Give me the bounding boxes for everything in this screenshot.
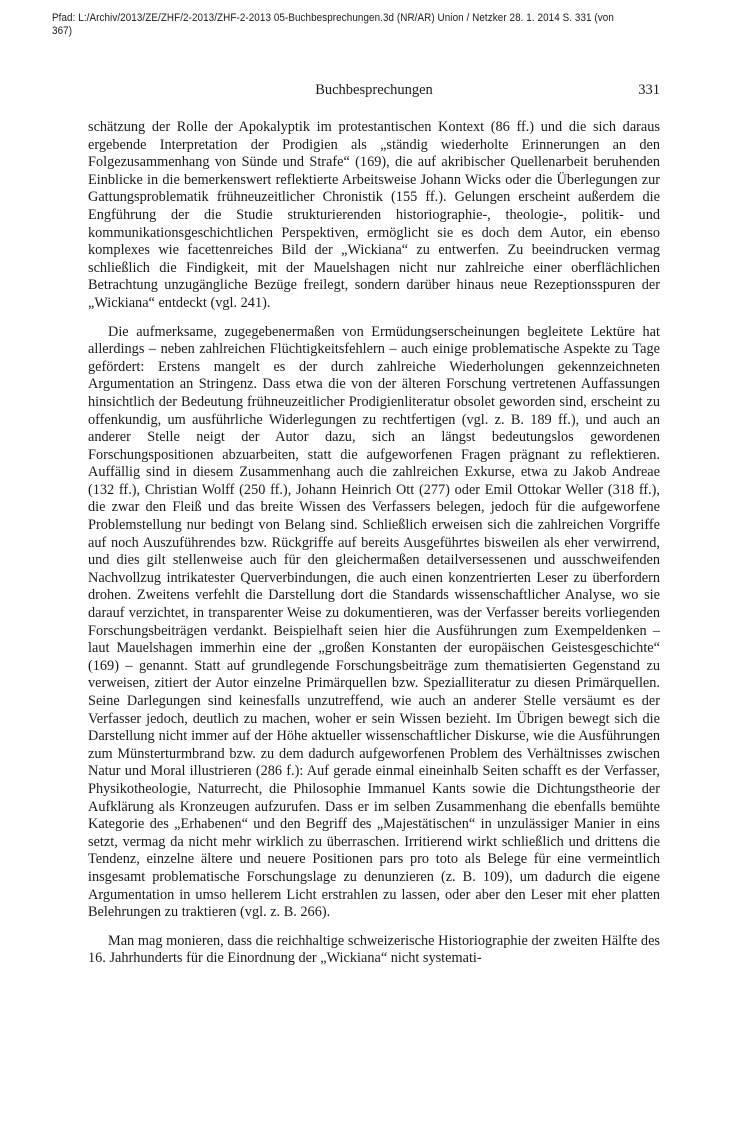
running-head [88,82,660,102]
body-text [88,119,660,968]
file-path-header: Pfad: L:/Archiv/2013/ZE/ZHF/2-2013/ZHF-2-2013 05-Buchbesprechungen.3d (NR/AR) Union / Netzker 28. 1. 2014 S. 331 (von 367) [52,12,614,37]
paragraph-1: schätzung der Rolle der Apokalyptik im protestantischen Kontext (86 ff.) und die sich daraus ergebende Interpretation der Prodigien als „ständig wiederholte Erinnerungen an den Folgezusammenhang von Sünde und Strafe“ (169), die auf akribischer Quellenarbeit beruhenden Einblicke in die bemerkenswert reflektierte Arbeitsweise Johann Wicks oder die Überlegungen zur Gattungsproblematik frühneuzeitlicher Chronistik (155 ff.). Gelungen erscheint außerdem die Engführung der die Studie strukturierenden historiographie-, theologie-, politik- und kommunikationsgeschichtlichen Perspektiven, ermöglicht sie es doch dem Autor, ein ebenso komplexes wie facettenreiches Bild der „Wickiana“ zu entwerfen. Zu beeindrucken vermag schließlich die Findigkeit, mit der Mauelshagen nicht nur zahlreiche einer oberflächlichen Betrachtung unzugängliche Bezüge freilegt, sondern darüber hinaus neue Rezeptionsspuren der „Wickiana“ entdeckt (vgl. 241). [88,119,660,311]
paragraph-3: Man mag monieren, dass die reichhaltige schweizerische Historiographie der zweiten Hälfte des 16. Jahrhunderts für die Einordnung der „Wickiana“ nicht systemati- [88,932,660,967]
paragraph-2: Die aufmerksame, zugegebenermaßen von Ermüdungserscheinungen begleitete Lektüre hat allerdings – neben zahlreichen Flüchtigkeitsfehlern – auch einige problematische Aspekte zu Tage gefördert: Erstens mangelt es der durch zahlreiche Wiederholungen gekennzeichneten Argumentation an Stringenz. Dass etwa die von der älteren Forschung vertretenen Auffassungen hinsichtlich der Bedeutung frühneuzeitlicher Prodigienliteratur obsolet geworden sind, erscheint zu offenkundig, um ausführliche Widerlegungen zu rechtfertigen (vgl. z. B. 189 ff.), und auch an anderer Stelle neigt der Autor dazu, sich an längst bedeutungslos gewordenen Forschungspositionen abzuarbeiten, statt die aufgeworfenen Fragen prägnant zu reflektieren. Auffällig sind in diesem Zusammenhang auch die zahlreichen Exkurse, etwa zu Jakob Andreae (132 ff.), Christian Wolff (250 ff.), Johann Heinrich Ott (277) oder Emil Ottokar Weller (318 ff.), die zwar den Fleiß und das breite Wissen des Verfassers belegen, jedoch für die aufgeworfene Problemstellung nur bedingt von Belang sind. Schließlich erweisen sich die zahlreichen Vorgriffe auf noch Auszuführendes bzw. Rückgriffe auf bereits Ausgeführtes bisweilen als eher verwirrend, und dies gilt stellenweise auch für den gleichermaßen detailversessenen und ausschweifenden Nachvollzug intrikatester Querverbindungen, die auch einen konzentrierten Leser zu überfordern drohen. Zweitens verfehlt die Darstellung dort die Standards wissenschaftlicher Analyse, wo sie darauf verzichtet, in transparenter Weise zu dokumentieren, was der Verfasser bereits vorliegenden Forschungsbeiträgen verdankt. Beispielhaft seien hier die Ausführungen zum Exempeldenken – laut Mauelshagen immerhin eine der „großen Konstanten der europäischen Geistesgeschichte“ (169) – genannt. Statt auf grundlegende Forschungsbeiträge zum thematisierten Gegenstand zu verweisen, zitiert der Autor einzelne Primärquellen bzw. Spezialliteratur zu diesen Primärquellen. Seine Darlegungen sind keinesfalls unzutreffend, wie auch an anderer Stelle versäumt es der Verfasser jedoch, deutlich zu machen, woher er sein Wissen bezieht. Im Übrigen bewegt sich die Darstellung nicht immer auf der Höhe aktueller wissenschaftlicher Diskurse, wie die Ausführungen zum Münsterturmbrand bzw. zu dem dadurch aufgeworfenen Problem des Verhältnisses zwischen Natur und Moral illustrieren (286 f.): Auf gerade einmal eineinhalb Seiten schafft es der Verfasser, Physikotheologie, Naturrecht, die Philosophie Immanuel Kants sowie die Dichtungstheorie der Aufklärung als Kronzeugen aufzurufen. Dass er im selben Zusammenhang die ebenfalls bemühte Kategorie des „Erhabenen“ und den Begriff des „Majestätischen“ in unzulässiger Manier in eins setzt, vermag da nicht mehr wirklich zu überraschen. Irritierend wirkt schließlich und drittens die Tendenz, einzelne ältere und neuere Positionen pars pro toto als Belege für eine vermeintlich insgesamt problematische Forschungslage zu denunzieren (z. B. 109), um dadurch die eigene Argumentation in umso hellerem Licht erstrahlen zu lassen, oder aber den Leser mit eher platten Belehrungen zu traktieren (vgl. z. B. 266). [88,323,660,921]
running-title: Buchbesprechungen [315,82,433,98]
page-number: 331 [638,82,660,98]
